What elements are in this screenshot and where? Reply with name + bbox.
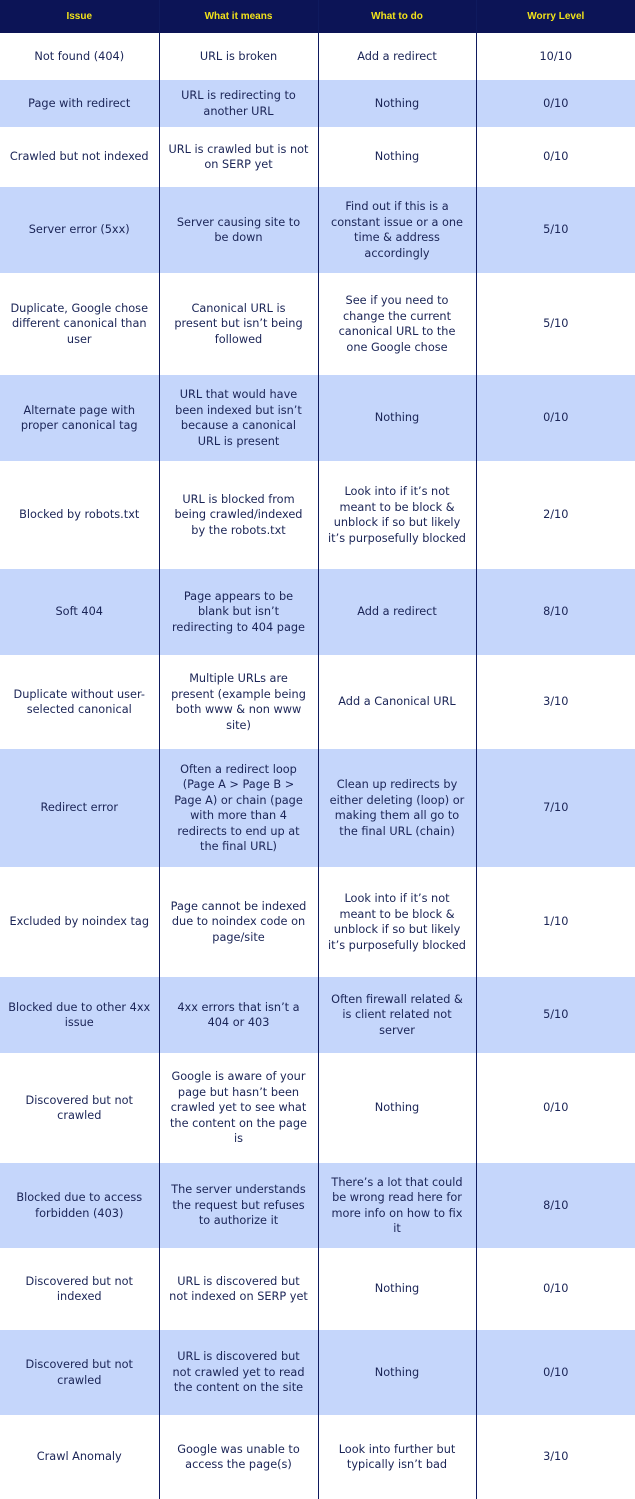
table-row [0, 1415, 635, 1499]
issue-cell: Discovered but not crawled [0, 1053, 159, 1163]
meaning-cell: Canonical URL is present but isn’t being followed [159, 273, 318, 375]
worry-level-cell: 3/10 [476, 655, 635, 749]
table-row [0, 655, 635, 749]
worry-level-cell: 0/10 [476, 1248, 635, 1330]
meaning-cell: 4xx errors that isn’t a 404 or 403 [159, 977, 318, 1053]
todo-cell: Find out if this is a constant issue or a one time & address accordingly [318, 187, 476, 273]
meaning-cell: Google is aware of your page but hasn’t been crawled yet to see what the content on the page is [159, 1053, 318, 1163]
worry-level-cell: 0/10 [476, 80, 635, 127]
issue-cell: Not found (404) [0, 33, 159, 80]
issue-cell: Server error (5xx) [0, 187, 159, 273]
issue-cell: Blocked due to access forbidden (403) [0, 1163, 159, 1248]
table-row [0, 33, 635, 80]
issue-cell: Crawl Anomaly [0, 1415, 159, 1499]
meaning-cell: Multiple URLs are present (example being both www & non www site) [159, 655, 318, 749]
todo-cell: Nothing [318, 1248, 476, 1330]
table-row [0, 1248, 635, 1330]
table-row [0, 461, 635, 569]
worry-level-cell: 1/10 [476, 867, 635, 977]
todo-cell: Nothing [318, 1053, 476, 1163]
todo-cell: See if you need to change the current canonical URL to the one Google chose [318, 273, 476, 375]
header-worry-level: Worry Level [476, 0, 635, 33]
worry-level-cell: 0/10 [476, 1330, 635, 1415]
table-row [0, 273, 635, 375]
table-row [0, 1163, 635, 1248]
worry-level-cell: 10/10 [476, 33, 635, 80]
todo-cell: Add a redirect [318, 569, 476, 655]
todo-cell: Nothing [318, 80, 476, 127]
issue-cell: Blocked due to other 4xx issue [0, 977, 159, 1053]
meaning-cell: URL that would have been indexed but isn’t because a canonical URL is present [159, 375, 318, 461]
meaning-cell: Page appears to be blank but isn’t redirecting to 404 page [159, 569, 318, 655]
worry-level-cell: 3/10 [476, 1415, 635, 1499]
issue-cell: Duplicate, Google chose different canonical than user [0, 273, 159, 375]
worry-level-cell: 5/10 [476, 187, 635, 273]
meaning-cell: URL is discovered but not crawled yet to read the content on the site [159, 1330, 318, 1415]
meaning-cell: Server causing site to be down [159, 187, 318, 273]
issue-cell: Blocked by robots.txt [0, 461, 159, 569]
header-row [0, 0, 635, 33]
worry-level-cell: 7/10 [476, 749, 635, 867]
header-todo: What to do [318, 0, 476, 33]
table-row [0, 1330, 635, 1415]
table-row [0, 1053, 635, 1163]
todo-cell: Nothing [318, 1330, 476, 1415]
issue-cell: Discovered but not indexed [0, 1248, 159, 1330]
todo-cell: Add a redirect [318, 33, 476, 80]
todo-cell: Nothing [318, 375, 476, 461]
todo-cell: Add a Canonical URL [318, 655, 476, 749]
meaning-cell: Google was unable to access the page(s) [159, 1415, 318, 1499]
issue-cell: Crawled but not indexed [0, 127, 159, 187]
table-row [0, 187, 635, 273]
issue-cell: Redirect error [0, 749, 159, 867]
table-row [0, 867, 635, 977]
worry-level-cell: 0/10 [476, 375, 635, 461]
table-row [0, 127, 635, 187]
issue-cell: Soft 404 [0, 569, 159, 655]
issue-cell: Duplicate without user-selected canonical [0, 655, 159, 749]
issue-cell: Alternate page with proper canonical tag [0, 375, 159, 461]
issue-cell: Excluded by noindex tag [0, 867, 159, 977]
todo-cell: Look into further but typically isn’t bad [318, 1415, 476, 1499]
worry-level-cell: 8/10 [476, 569, 635, 655]
worry-level-cell: 2/10 [476, 461, 635, 569]
meaning-cell: URL is broken [159, 33, 318, 80]
table-row [0, 749, 635, 867]
todo-cell: Often firewall related & is client related not server [318, 977, 476, 1053]
table-row [0, 80, 635, 127]
table-row [0, 375, 635, 461]
issue-cell: Page with redirect [0, 80, 159, 127]
issue-cell: Discovered but not crawled [0, 1330, 159, 1415]
todo-cell: Nothing [318, 127, 476, 187]
todo-cell: There’s a lot that could be wrong read here for more info on how to fix it [318, 1163, 476, 1248]
table-body [0, 33, 635, 1499]
meaning-cell: The server understands the request but refuses to authorize it [159, 1163, 318, 1248]
worry-level-cell: 8/10 [476, 1163, 635, 1248]
table-row [0, 569, 635, 655]
meaning-cell: Often a redirect loop (Page A > Page B > Page A) or chain (page with more than 4 redirects to end up at the final URL) [159, 749, 318, 867]
worry-level-cell: 5/10 [476, 273, 635, 375]
meaning-cell: URL is blocked from being crawled/indexed by the robots.txt [159, 461, 318, 569]
worry-level-cell: 0/10 [476, 127, 635, 187]
table-row [0, 977, 635, 1053]
todo-cell: Clean up redirects by either deleting (loop) or making them all go to the final URL (chain) [318, 749, 476, 867]
todo-cell: Look into if it’s not meant to be block & unblock if so but likely it’s purposefully blocked [318, 867, 476, 977]
todo-cell: Look into if it’s not meant to be block & unblock if so but likely it’s purposefully blocked [318, 461, 476, 569]
worry-level-cell: 0/10 [476, 1053, 635, 1163]
meaning-cell: URL is redirecting to another URL [159, 80, 318, 127]
meaning-cell: URL is crawled but is not on SERP yet [159, 127, 318, 187]
worry-level-cell: 5/10 [476, 977, 635, 1053]
header-meaning: What it means [159, 0, 318, 33]
meaning-cell: Page cannot be indexed due to noindex code on page/site [159, 867, 318, 977]
meaning-cell: URL is discovered but not indexed on SERP yet [159, 1248, 318, 1330]
header-issue: Issue [0, 0, 159, 33]
